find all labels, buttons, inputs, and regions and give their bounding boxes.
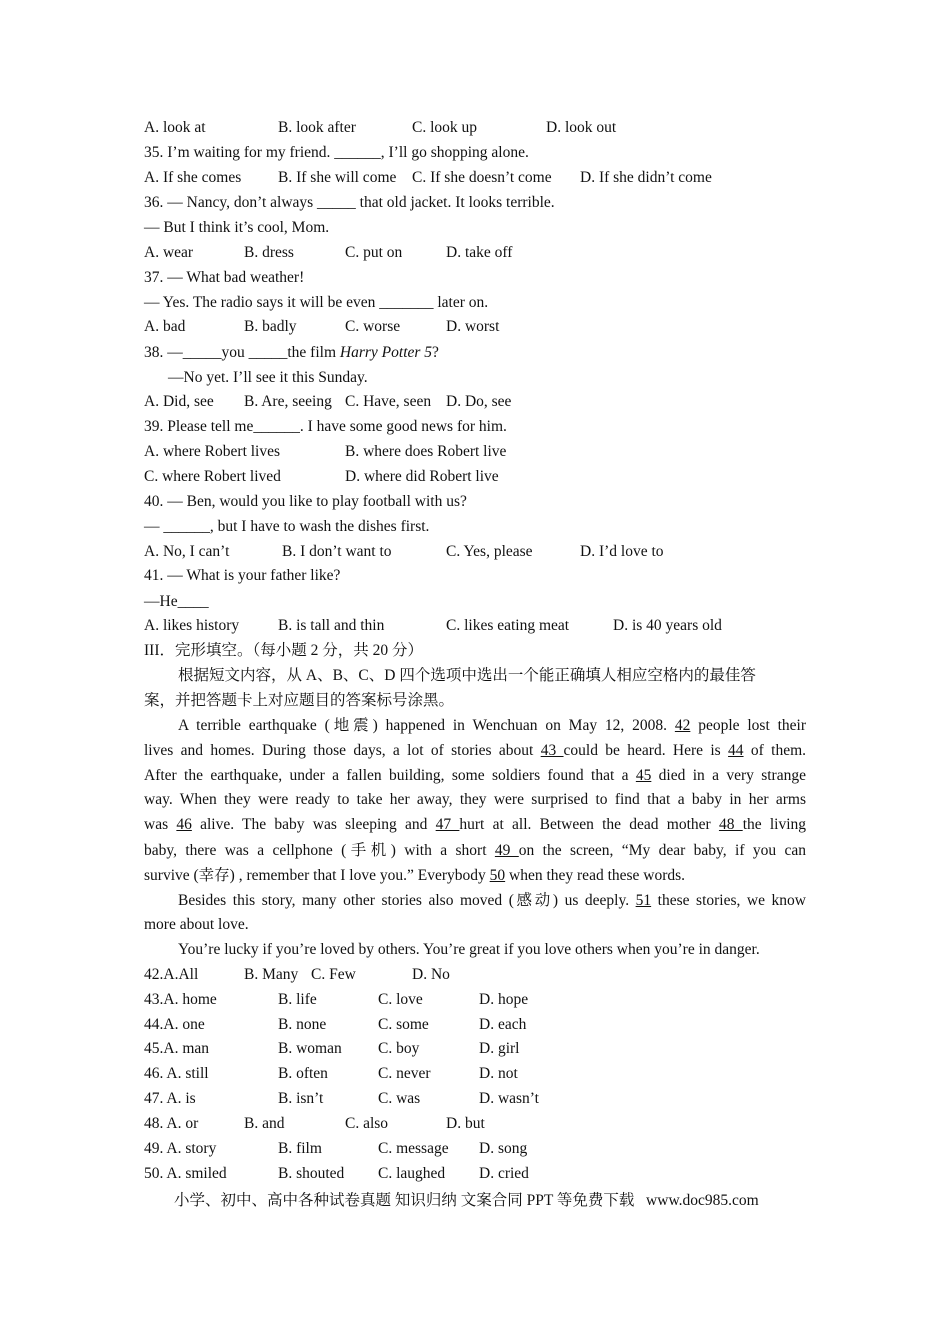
q37-line2: — Yes. The radio says it will be even _______ later on. — [144, 294, 489, 311]
q34-option-a: A. look at — [144, 119, 206, 136]
cloze-49-option-d: D. song — [479, 1140, 528, 1157]
blank-45: 45 — [635, 767, 652, 784]
cloze-44-option-b: B. none — [278, 1016, 327, 1033]
passage-line: After the earthquake, under a fallen building, some soldiers found that a 45 died in a very strange — [144, 767, 806, 784]
cloze-42-option-a: 42.A.All — [144, 966, 199, 983]
cloze-46-option-a: 46. A. still — [144, 1065, 209, 1082]
cloze-48-option-a: 48. A. or — [144, 1115, 199, 1132]
passage-line: A terrible earthquake (地震) happened in Wenchuan on May 12, 2008. 42 people lost their — [178, 717, 806, 734]
q38-option-a: A. Did, see — [144, 393, 214, 410]
passage-line: was 46 alive. The baby was sleeping and 47 hurt at all. Between the dead mother 48 the living — [144, 816, 807, 833]
q39-option-d: D. where did Robert live — [345, 468, 499, 485]
passage-line: You’re lucky if you’re loved by others. You’re great if you love others when you’re in danger. — [178, 941, 760, 958]
q40-line2: — ______, but I have to wash the dishes first. — [144, 518, 430, 535]
cloze-50-option-b: B. shouted — [278, 1165, 345, 1182]
q34-option-c: C. look up — [412, 119, 478, 136]
q40-option-c: C. Yes, please — [446, 543, 533, 560]
blank-43: 43 — [540, 742, 564, 759]
cloze-46-option-b: B. often — [278, 1065, 328, 1082]
blank-46: 46 — [176, 816, 192, 833]
cloze-45-option-d: D. girl — [479, 1040, 520, 1057]
q39-option-c: C. where Robert lived — [144, 468, 281, 485]
q36-option-a: A. wear — [144, 244, 194, 261]
q40-line1: 40. — Ben, would you like to play football with us? — [144, 493, 467, 510]
cloze-50-option-c: C. laughed — [378, 1165, 446, 1182]
cloze-47-option-c: C. was — [378, 1090, 421, 1107]
q35-stem: 35. I’m waiting for my friend. ______, I’ll go shopping alone. — [144, 144, 529, 161]
q38-option-b: B. Are, seeing — [244, 393, 332, 410]
q38-stem — [144, 344, 439, 362]
passage-line: lives and homes. During those days, a lot of stories about 43 could be heard. Here is 44 of them. — [144, 742, 807, 759]
cloze-49-option-c: C. message — [378, 1140, 449, 1157]
cloze-43-option-d: D. hope — [479, 991, 529, 1008]
section-instruction-line2: 案，并把答题卡上对应题目的答案标号涂黑。 — [144, 692, 455, 709]
q34-option-b: B. look after — [278, 119, 356, 136]
q41-option-b: B. is tall and thin — [278, 617, 385, 634]
section-heading: III．完形填空。（每小题 2 分，共 20 分） — [144, 642, 423, 659]
blank-49: 49 — [494, 842, 519, 859]
q37-option-a: A. bad — [144, 318, 186, 335]
q39-stem: 39. Please tell me______. I have some good news for him. — [144, 418, 507, 435]
cloze-45-option-c: C. boy — [378, 1040, 420, 1057]
cloze-44-option-c: C. some — [378, 1016, 429, 1033]
q39-option-a: A. where Robert lives — [144, 443, 281, 460]
section-instruction-line1: 根据短文内容，从 A、B、C、D 四个选项中选出一个能正确填人相应空格内的最佳答 — [178, 667, 756, 684]
q41-option-c: C. likes eating meat — [446, 617, 570, 634]
q38-option-c: C. Have, seen — [345, 393, 432, 410]
q38-film-title: Harry Potter 5 — [339, 344, 433, 361]
q38-line2: —No yet. I’ll see it this Sunday. — [168, 369, 368, 386]
cloze-44-option-d: D. each — [479, 1016, 527, 1033]
passage-line: more about love. — [144, 916, 249, 933]
q40-option-a: A. No, I can’t — [144, 543, 230, 560]
q41-line2: —He____ — [144, 593, 209, 610]
q37-option-d: D. worst — [446, 318, 500, 335]
cloze-43-option-a: 43.A. home — [144, 991, 217, 1008]
q38-option-d: D. Do, see — [446, 393, 512, 410]
blank-44: 44 — [728, 742, 744, 759]
blank-51: 51 — [635, 892, 652, 909]
cloze-42-option-b: B. Many — [244, 966, 299, 983]
cloze-46-option-c: C. never — [378, 1065, 431, 1082]
q37-option-c: C. worse — [345, 318, 401, 335]
q41-option-a: A. likes history — [144, 617, 240, 634]
q40-option-d: D. I’d love to — [580, 543, 664, 560]
cloze-43-option-b: B. life — [278, 991, 317, 1008]
q37-line1: 37. — What bad weather! — [144, 269, 305, 286]
q35-option-a: A. If she comes — [144, 169, 242, 186]
passage-line: way. When they were ready to take her away, they were surprised to find that a baby in her arms — [144, 791, 806, 808]
cloze-48-option-d: D. but — [446, 1115, 485, 1132]
blank-47: 47 — [435, 816, 460, 833]
cloze-44-option-a: 44.A. one — [144, 1016, 205, 1033]
cloze-48-option-c: C. also — [345, 1115, 389, 1132]
blank-42: 42 — [674, 717, 691, 734]
cloze-46-option-d: D. not — [479, 1065, 518, 1082]
cloze-42-option-d: D. No — [412, 966, 450, 983]
q39-option-b: B. where does Robert live — [345, 443, 507, 460]
cloze-50-option-d: D. cried — [479, 1165, 529, 1182]
passage-line: survive (幸存) , remember that I love you.” Everybody 50 when they read these words. — [144, 867, 686, 884]
q40-option-b: B. I don’t want to — [282, 543, 392, 560]
q36-option-b: B. dress — [244, 244, 294, 261]
passage-line: baby, there was a cellphone (手机) with a short 49 on the screen, “My dear baby, if you can — [144, 842, 807, 859]
q38-prefix: 38. —_____you _____the film — [144, 344, 340, 361]
cloze-50-option-a: 50. A. smiled — [144, 1165, 227, 1182]
q36-option-c: C. put on — [345, 244, 403, 261]
cloze-49-option-a: 49. A. story — [144, 1140, 217, 1157]
cloze-47-option-a: 47. A. is — [144, 1090, 196, 1107]
cloze-47-option-d: D. wasn’t — [479, 1090, 539, 1107]
cloze-45-option-a: 45.A. man — [144, 1040, 210, 1057]
cloze-49-option-b: B. film — [278, 1140, 322, 1157]
cloze-43-option-c: C. love — [378, 991, 423, 1008]
passage-line: Besides this story, many other stories also moved (感动) us deeply. 51 these stories, we know — [178, 892, 806, 909]
q36-line2: — But I think it’s cool, Mom. — [144, 219, 330, 236]
q41-option-d: D. is 40 years old — [613, 617, 722, 634]
blank-50: 50 — [489, 867, 506, 884]
q34-option-d: D. look out — [546, 119, 617, 136]
q38-suffix: ? — [432, 344, 439, 361]
q37-option-b: B. badly — [244, 318, 297, 335]
cloze-42-option-c: C. Few — [311, 966, 356, 983]
q35-option-b: B. If she will come — [278, 169, 397, 186]
q35-option-c: C. If she doesn’t come — [412, 169, 552, 186]
q36-line1: 36. — Nancy, don’t always _____ that old jacket. It looks terrible. — [144, 194, 555, 211]
cloze-45-option-b: B. woman — [278, 1040, 342, 1057]
q41-line1: 41. — What is your father like? — [144, 567, 341, 584]
q35-option-d: D. If she didn’t come — [580, 169, 712, 186]
cloze-48-option-b: B. and — [244, 1115, 285, 1132]
q36-option-d: D. take off — [446, 244, 513, 261]
blank-48: 48 — [718, 816, 743, 833]
cloze-47-option-b: B. isn’t — [278, 1090, 324, 1107]
page-footer: 小学、初中、高中各种试卷真题 知识归纳 文案合同 PPT 等免费下载 www.doc985.com — [174, 1192, 759, 1209]
